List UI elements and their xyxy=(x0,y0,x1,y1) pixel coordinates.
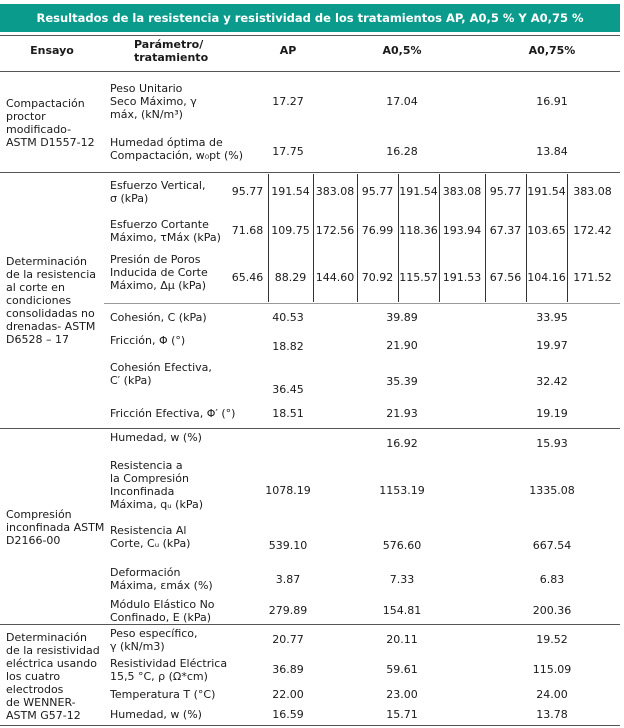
param-label: Máxima, εmáx (%) xyxy=(110,579,213,592)
stress-value: 115.57 xyxy=(399,271,438,284)
value-a075: 1335.08 xyxy=(529,484,575,497)
value-a075: 6.83 xyxy=(539,573,565,586)
value-a05: 154.81 xyxy=(382,604,422,617)
param-label: Presión de Poros xyxy=(110,253,201,266)
value-ap: 18.51 xyxy=(272,407,304,420)
value-ap: 17.75 xyxy=(272,145,304,158)
corte-bottom-rule xyxy=(0,428,620,429)
stress-value: 191.54 xyxy=(271,185,310,198)
value-a075: 33.95 xyxy=(536,311,568,324)
param-label: Humedad óptima de xyxy=(110,136,223,149)
ensayo-label: electrodos xyxy=(6,683,64,696)
ensayo-label: ASTM G57-12 xyxy=(6,709,81,722)
param-label: Peso Unitario xyxy=(110,82,183,95)
param-label: Corte, Cᵤ (kPa) xyxy=(110,537,191,550)
param-label: σ (kPa) xyxy=(110,192,149,205)
param-label: Fricción, Φ (°) xyxy=(110,334,186,347)
value-a075: 13.84 xyxy=(536,145,568,158)
value-a05: 576.60 xyxy=(382,539,422,552)
stress-value: 172.42 xyxy=(573,224,612,237)
param-label: Confinado, E (kPa) xyxy=(110,611,212,624)
value-ap: 16.59 xyxy=(272,708,304,721)
param-label: Inconfinada xyxy=(110,485,175,498)
param-label: Temperatura T (°C) xyxy=(110,688,216,701)
param-label: Humedad, w (%) xyxy=(110,708,202,721)
header-parametro: Parámetro/ xyxy=(134,38,204,51)
ensayo-label: Compactación xyxy=(6,97,85,110)
ensayo-label: ASTM D1557-12 xyxy=(6,136,95,149)
value-a075: 19.97 xyxy=(536,339,568,352)
stress-value: 191.54 xyxy=(527,185,566,198)
value-ap: 3.87 xyxy=(275,573,301,586)
param-label: Compactación, w₀pt (%) xyxy=(110,149,243,162)
param-label: Resistencia Al xyxy=(110,524,187,537)
value-a05: 35.39 xyxy=(386,375,418,388)
param-label: Resistencia a xyxy=(110,459,183,472)
param-label: Resistividad Eléctrica xyxy=(110,657,228,670)
ensayo-label: Compresión xyxy=(6,508,72,521)
value-a05: 20.11 xyxy=(386,633,418,646)
param-label: Humedad, w (%) xyxy=(110,431,202,444)
value-a05: 59.61 xyxy=(386,663,418,676)
param-label: Peso específico, xyxy=(110,627,198,640)
ensayo-label: de la resistividad xyxy=(6,644,100,657)
stress-block-bottom-rule xyxy=(104,303,620,304)
value-ap: 279.89 xyxy=(268,604,308,617)
ensayo-label: los cuatro xyxy=(6,670,61,683)
stress-value: 71.68 xyxy=(231,224,264,237)
param-label: Máximo, τMáx (kPa) xyxy=(110,231,221,244)
stress-value: 103.65 xyxy=(527,224,566,237)
ensayo-label: proctor xyxy=(6,110,46,123)
stress-value: 67.37 xyxy=(489,224,522,237)
stress-value: 383.08 xyxy=(442,185,482,198)
param-label: Máxima, qᵤ (kPa) xyxy=(110,498,204,511)
header-parametro: tratamiento xyxy=(134,51,209,64)
value-a05: 39.89 xyxy=(386,311,418,324)
stress-value: 109.75 xyxy=(271,224,310,237)
stress-value: 118.36 xyxy=(399,224,438,237)
value-a075: 16.91 xyxy=(536,95,568,108)
ensayo-label: eléctrica usando xyxy=(6,657,97,670)
stress-value: 383.08 xyxy=(315,185,355,198)
stress-value: 191.53 xyxy=(442,271,482,284)
stress-value: 193.94 xyxy=(442,224,482,237)
value-a05: 7.33 xyxy=(389,573,415,586)
stress-value: 104.16 xyxy=(527,271,566,284)
value-a05: 23.00 xyxy=(386,688,418,701)
stress-value: 383.08 xyxy=(573,185,612,198)
param-label: Cohesión, C (kPa) xyxy=(110,311,207,324)
value-ap: 40.53 xyxy=(272,311,304,324)
table-title: Resultados de la resistencia y resistividad de los tratamientos AP, A0,5 % Y A0,75 % xyxy=(0,4,620,32)
stress-value: 76.99 xyxy=(361,224,394,237)
value-ap: 1078.19 xyxy=(265,484,311,497)
ensayo-label: D2166-00 xyxy=(6,534,61,547)
stress-value: 95.77 xyxy=(361,185,394,198)
value-a05: 21.90 xyxy=(386,339,418,352)
stress-value: 171.52 xyxy=(573,271,612,284)
param-label: Seco Máximo, γ xyxy=(110,95,197,108)
proctor-bottom-rule xyxy=(0,172,620,173)
ensayo-label: Determinación xyxy=(6,255,87,268)
value-ap: 20.77 xyxy=(272,633,304,646)
param-label: Cohesión Efectiva, xyxy=(110,361,212,374)
ensayo-label: Determinación xyxy=(6,631,87,644)
param-label: Esfuerzo Cortante xyxy=(110,218,209,231)
header-ensayo: Ensayo xyxy=(30,44,74,57)
stress-value: 70.92 xyxy=(361,271,394,284)
stress-value: 65.46 xyxy=(231,271,264,284)
value-a05: 21.93 xyxy=(386,407,418,420)
stress-value: 172.56 xyxy=(315,224,355,237)
value-a075: 32.42 xyxy=(536,375,568,388)
stress-value: 88.29 xyxy=(274,271,307,284)
ensayo-label: drenadas- ASTM xyxy=(6,320,96,333)
header-top-rule xyxy=(0,35,620,36)
value-a075: 19.19 xyxy=(536,407,568,420)
value-ap: 17.27 xyxy=(272,95,304,108)
value-a05: 1153.19 xyxy=(379,484,425,497)
param-label: Fricción Efectiva, Φ′ (°) xyxy=(110,407,236,420)
value-a075: 667.54 xyxy=(532,539,572,552)
param-label: Deformación xyxy=(110,566,181,579)
param-label: la Compresión xyxy=(110,472,189,485)
value-ap: 22.00 xyxy=(272,688,304,701)
header-bottom-rule xyxy=(0,71,620,72)
value-ap: 539.10 xyxy=(268,539,308,552)
stress-value: 144.60 xyxy=(315,271,355,284)
value-a075: 200.36 xyxy=(532,604,572,617)
stress-value: 95.77 xyxy=(231,185,264,198)
value-a075: 13.78 xyxy=(536,708,568,721)
param-label: Módulo Elástico No xyxy=(110,598,215,611)
value-a05: 15.71 xyxy=(386,708,418,721)
stress-value: 191.54 xyxy=(399,185,438,198)
value-a05: 16.92 xyxy=(386,437,418,450)
stress-value: 67.56 xyxy=(489,271,522,284)
param-label: Esfuerzo Vertical, xyxy=(110,179,206,192)
ensayo-label: D6528 – 17 xyxy=(6,333,69,346)
ensayo-label: modificado- xyxy=(6,123,72,136)
ensayo-label: inconfinada ASTM xyxy=(6,521,105,534)
header-ap: AP xyxy=(279,44,297,57)
ensayo-label: de WENNER- xyxy=(6,696,76,709)
header-a05: A0,5% xyxy=(382,44,422,57)
param-label: máx, (kN/m³) xyxy=(110,108,183,121)
value-a05: 16.28 xyxy=(386,145,418,158)
stress-value: 95.77 xyxy=(489,185,522,198)
value-a075: 15.93 xyxy=(536,437,568,450)
value-a05: 17.04 xyxy=(386,95,418,108)
param-label: Inducida de Corte xyxy=(110,266,208,279)
ensayo-label: condiciones xyxy=(6,294,72,307)
param-label: Máximo, Δμ (kPa) xyxy=(110,279,207,292)
param-label: γ (kN/m3) xyxy=(110,640,165,653)
table-bottom-rule xyxy=(0,725,620,726)
param-label: C′ (kPa) xyxy=(110,374,152,387)
header-a075: A0,75% xyxy=(528,44,576,57)
value-a075: 24.00 xyxy=(536,688,568,701)
value-ap: 36.45 xyxy=(272,383,304,396)
ensayo-label: de la resistencia xyxy=(6,268,97,281)
value-a075: 115.09 xyxy=(532,663,572,676)
param-label: 15,5 °C, ρ (Ω*cm) xyxy=(110,670,208,683)
ensayo-label: al corte en xyxy=(6,281,65,294)
ensayo-label: consolidadas no xyxy=(6,307,95,320)
compresion-bottom-rule xyxy=(0,624,620,625)
value-ap: 36.89 xyxy=(272,663,304,676)
value-ap: 18.82 xyxy=(272,340,304,353)
value-a075: 19.52 xyxy=(536,633,568,646)
